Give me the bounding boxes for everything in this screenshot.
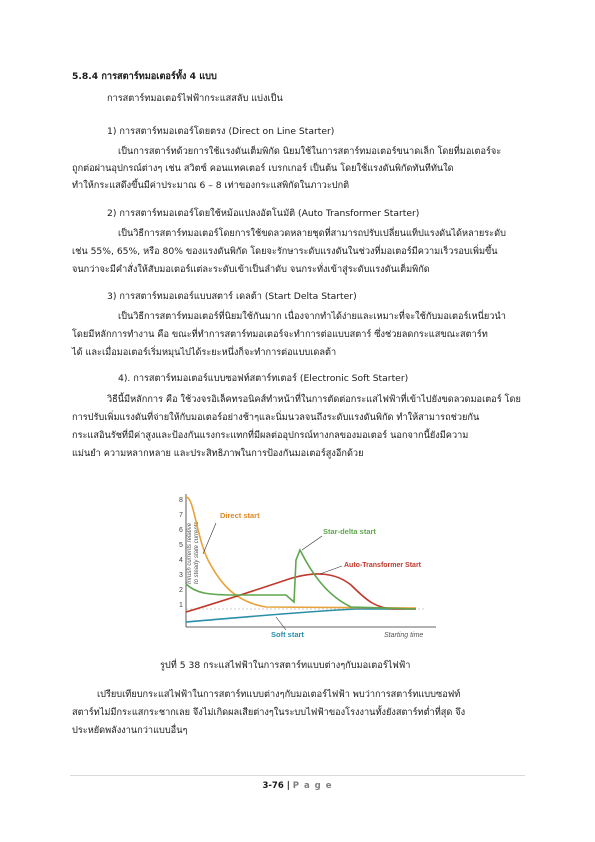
section-heading: 5.8.4 การสตาร์ทมอเตอร์ทั้ง 4 แบบ (72, 71, 217, 82)
closing-line-2: สตาร์ทไม่มีกระแสกระชากเลย จึงไม่เกิดผลเสียต่างๆในระบบไฟฟ้าของโรงงานทั้งยังสตาร์ทต่ำที่สุด จึง (72, 707, 466, 718)
direct-start-label: Direct start (220, 511, 260, 520)
y-axis-label-line-2: to steady state currents (194, 521, 200, 584)
star-delta-label: Star-delta start (323, 527, 376, 536)
method-3-line-2: โดยมีหลักการทำงาน คือ ขณะที่ทำการสตาร์ทมอเตอร์จะทำการต่อแบบสตาร์ ซึ่งช่วยลดกระแสขณะสตาร์ท (72, 329, 488, 340)
y-tick-5: 5 (179, 542, 183, 549)
y-tick-2: 2 (179, 587, 183, 594)
method-3-line-3: ได้ และเมื่อมอเตอร์เริ่มหมุนไปได้ระยะหนึ่งก็จะทำการต่อแบบเดลต้า (72, 347, 337, 358)
method-2-line-1: เป็นวิธีการสตาร์ทมอเตอร์โดยการใช้ขดลวดหลายชุดที่สามารถปรับเปลี่ยนแท็ปแรงดันได้หลายระดับ (118, 228, 506, 239)
closing-line-3: ประหยัดพลังงานกว่าแบบอื่นๆ (72, 725, 188, 736)
y-axis-label-line-1: Inrush currents relative (187, 522, 193, 584)
page-footer (0, 781, 595, 791)
inrush-current-diagram (176, 490, 440, 642)
page-number: 3-76 | (262, 781, 290, 791)
page-word: P a g e (292, 781, 333, 791)
x-axis-label: Starting time (384, 632, 424, 639)
y-tick-4: 4 (179, 557, 183, 564)
auto-transformer-label: Auto-Transformer Start (344, 562, 422, 569)
method-2-line-2: เช่น 55%, 65%, หรือ 80% ของแรงดันพิกัด โดยจะรักษาระดับแรงดันในช่วงที่มอเตอร์มีความเร็วรอบเพิ่มขึ้น (72, 246, 498, 257)
y-tick-8: 8 (179, 497, 183, 504)
method-4-line-3: กระแสอินรัชที่มีค่าสูงและป้องกันแรงกระแทกที่มีผลต่ออุปกรณ์ทางกลของมอเตอร์ นอกจากนี้ยังมีความ (72, 430, 469, 441)
soft-start-label: Soft start (271, 630, 304, 639)
method-3-line-1: เป็นวิธีการสตาร์ทมอเตอร์ที่นิยมใช้กันมาก เนื่องจากทำได้ง่ายและเหมาะที่จะใช้กับมอเตอร์เหนี่ยวนำ (118, 311, 506, 322)
method-1-title: 1) การสตาร์ทมอเตอร์โดยตรง (Direct on Line Starter) (107, 126, 335, 137)
method-1-line-2: ถูกต่อผ่านอุปกรณ์ต่างๆ เช่น สวิตซ์ คอนแทคเตอร์ เบรกเกอร์ เป็นต้น โดยใช้แรงดันพิกัดทันทีทันใด (72, 163, 454, 174)
method-2-title: 2) การสตาร์ทมอเตอร์โดยใช้หม้อแปลงอัตโนมัติ (Auto Transformer Starter) (107, 208, 420, 219)
y-tick-3: 3 (179, 572, 183, 579)
method-1-line-1: เป็นการสตาร์ทด้วยการใช้แรงดันเต็มพิกัด นิยมใช้ในการสตาร์ทมอเตอร์ขนาดเล็ก โดยที่มอเตอร์จะ (118, 146, 502, 157)
y-tick-1: 1 (179, 602, 183, 609)
inrush-current-figure (176, 490, 440, 642)
method-2-line-3: จนกว่าจะมีคำสั่งให้สับมอเตอร์แต่ละระดับเข้าเป็นลำดับ จนกระทั่งเข้าสู่ระดับแรงดันเต็มพิกัด (72, 264, 430, 275)
method-4-line-2: การปรับเพิ่มแรงดันที่จ่ายให้กับมอเตอร์อย่างช้าๆและนิ่มนวลจนถึงระดับแรงดันพิกัด ทำให้สามารถช่วยกัน (72, 412, 480, 423)
y-tick-6: 6 (179, 527, 183, 534)
section-intro: การสตาร์ทมอเตอร์ไฟฟ้ากระแสสลับ แบ่งเป็น (107, 93, 283, 104)
footer-divider (70, 775, 525, 776)
method-4-line-4: แม่นยำ ความหลากหลาย และประสิทธิภาพในการป้องกันมอเตอร์สูงอีกด้วย (72, 448, 364, 459)
method-1-line-3: ทำให้กระแสดึงขึ้นมีค่าประมาณ 6 – 8 เท่าของกระแสพิกัดในภาวะปกติ (72, 180, 350, 191)
figure-caption: รูปที่ 5 38 กระแสไฟฟ้าในการสตาร์ทแบบต่างๆกับมอเตอร์ไฟฟ้า (160, 660, 411, 671)
method-4-title: 4). การสตาร์ทมอเตอร์แบบซอฟท์สตาร์ทเตอร์ (Electronic Soft Starter) (118, 373, 409, 384)
y-tick-7: 7 (179, 512, 183, 519)
method-4-line-1: วิธีนี้มีหลักการ คือ ใช้วงจรอิเล็คทรอนิคส์ทำหน้าที่ในการตัดต่อกระแสไฟฟ้าที่เข้าไปยังขดลวดมอเตอร์ โดย (107, 394, 521, 405)
method-3-title: 3) การสตาร์ทมอเตอร์แบบสตาร์ เดลต้า (Start Delta Starter) (107, 291, 357, 302)
closing-line-1: เปรียบเทียบกระแสไฟฟ้าในการสตาร์ทแบบต่างๆกับมอเตอร์ไฟฟ้า พบว่าการสตาร์ทแบบซอฟท์ (97, 689, 461, 700)
